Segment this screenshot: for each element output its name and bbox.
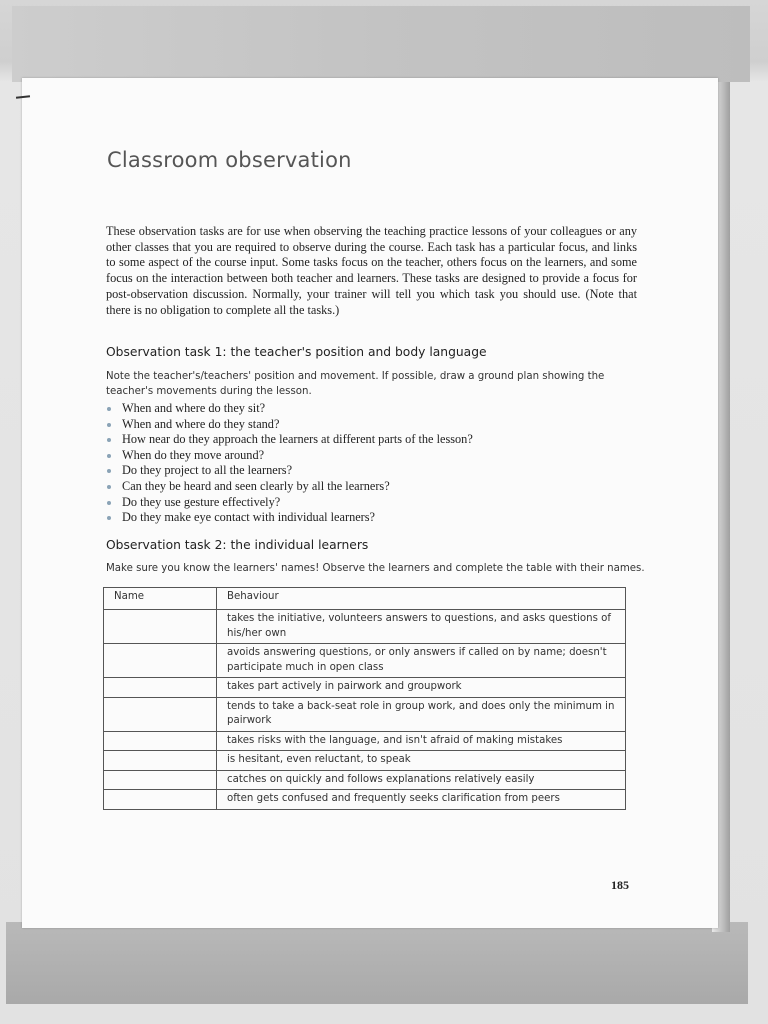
list-item: When do they move around? <box>106 448 473 464</box>
bullet-icon <box>107 438 111 442</box>
bullet-icon <box>107 454 111 458</box>
list-item: Do they use gesture effectively? <box>106 495 473 511</box>
bullet-icon <box>107 423 111 427</box>
bullet-icon <box>107 516 111 520</box>
behaviour-cell: tends to take a back-seat role in group work, and does only the minimum in pairwork <box>217 697 626 731</box>
behaviour-cell: avoids answering questions, or only answers if called on by name; doesn't participate much in open class <box>217 644 626 678</box>
name-cell[interactable] <box>104 731 217 751</box>
list-item: Can they be heard and seen clearly by all the learners? <box>106 479 473 495</box>
name-cell[interactable] <box>104 610 217 644</box>
behaviour-cell: catches on quickly and follows explanations relatively easily <box>217 770 626 790</box>
scan-top-shadow <box>12 6 750 82</box>
list-item: Do they project to all the learners? <box>106 463 473 479</box>
list-item: How near do they approach the learners at different parts of the lesson? <box>106 432 473 448</box>
behaviour-cell: takes the initiative, volunteers answers to questions, and asks questions of his/her own <box>217 610 626 644</box>
behaviour-cell: takes part actively in pairwork and groupwork <box>217 678 626 698</box>
name-cell[interactable] <box>104 751 217 771</box>
task1-heading: Observation task 1: the teacher's position and body language <box>106 345 487 359</box>
task2-note: Make sure you know the learners' names! Observe the learners and complete the table with their names. <box>106 563 645 574</box>
table-row <box>104 610 626 644</box>
task1-bullet-list <box>106 401 473 526</box>
task2-heading: Observation task 2: the individual learners <box>106 538 369 552</box>
table-row <box>104 751 626 771</box>
list-item: When and where do they stand? <box>106 417 473 433</box>
table-row <box>104 678 626 698</box>
table-row <box>104 731 626 751</box>
bullet-icon <box>107 469 111 473</box>
name-cell[interactable] <box>104 770 217 790</box>
task1-note: Note the teacher's/teachers' position and movement. If possible, draw a ground plan showing the teacher's movements during the lesson. <box>106 371 605 397</box>
table-row <box>104 644 626 678</box>
name-cell[interactable] <box>104 790 217 810</box>
behaviour-cell: takes risks with the language, and isn't afraid of making mistakes <box>217 731 626 751</box>
intro-paragraph: These observation tasks are for use when observing the teaching practice lessons of your colleagues or any other classes that you are required to observe during the course. Each task has a particular focus, and links to some aspect of the course input. Some tasks focus on the teacher, others focus on the learners, and some focus on the interaction between both teacher and learners. These tasks are designed to provide a focus for post-observation discussion. Normally, your trainer will tell you which task you should use. (Note that there is no obligation to complete all the tasks.) <box>106 224 637 317</box>
column-header-name: Name <box>104 588 217 610</box>
list-item: Do they make eye contact with individual learners? <box>106 510 473 526</box>
bullet-icon <box>107 407 111 411</box>
page-number: 185 <box>611 878 629 892</box>
scan-bottom-shadow <box>6 922 748 1004</box>
page-title: Classroom observation <box>107 148 352 172</box>
table-row <box>104 697 626 731</box>
observation-table <box>103 587 626 810</box>
column-header-behaviour: Behaviour <box>217 588 626 610</box>
behaviour-cell: is hesitant, even reluctant, to speak <box>217 751 626 771</box>
bullet-icon <box>107 485 111 489</box>
name-cell[interactable] <box>104 697 217 731</box>
table-header-row <box>104 588 626 610</box>
list-item: When and where do they sit? <box>106 401 473 417</box>
behaviour-cell: often gets confused and frequently seeks clarification from peers <box>217 790 626 810</box>
name-cell[interactable] <box>104 678 217 698</box>
table-row <box>104 790 626 810</box>
table-row <box>104 770 626 790</box>
name-cell[interactable] <box>104 644 217 678</box>
bullet-icon <box>107 501 111 505</box>
